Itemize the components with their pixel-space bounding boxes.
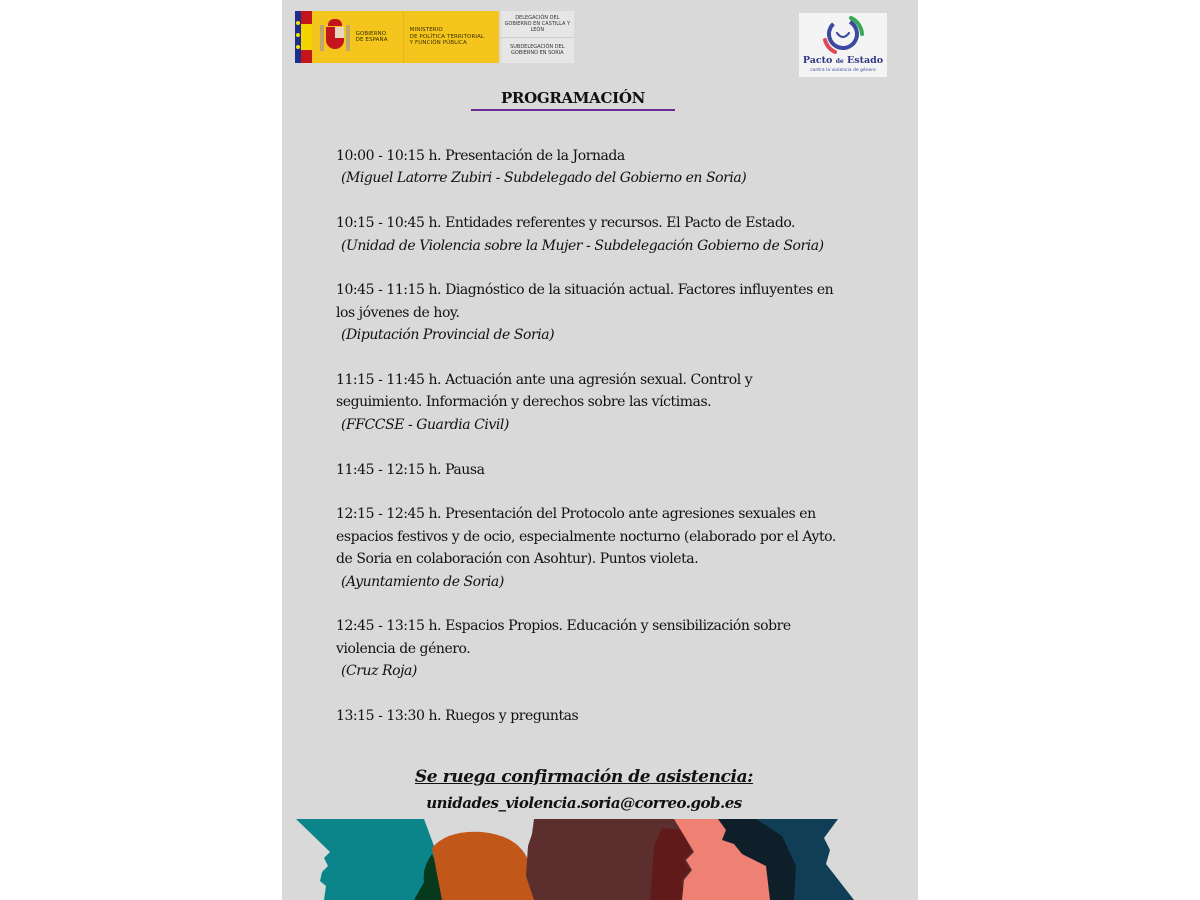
agenda-speaker: (FFCCSE - Guardia Civil) (341, 416, 509, 433)
pacto-smile-icon (799, 13, 887, 57)
flyer-page (282, 0, 918, 900)
eu-flag-stripe (295, 11, 301, 63)
agenda-speaker: (Ayuntamiento de Soria) (341, 573, 504, 590)
gobierno-text: GOBIERNO DE ESPAÑA (355, 30, 388, 43)
agenda-title: Presentación del Protocolo ante agresiones sexuales en espacios festivos y de ocio, especialmente nocturno (elaborado por el Ayto. de Soria en colaboración con Asohtur). Puntos violeta. (336, 506, 836, 568)
agenda-title: Espacios Propios. Educación y sensibilización sobre violencia de género. (336, 618, 791, 657)
agenda-speaker: (Miguel Latorre Zubiri - Subdelegado del Gobierno en Soria) (341, 170, 747, 187)
agenda-item (336, 503, 836, 593)
delegation-box (501, 11, 574, 63)
contact-email-link[interactable]: unidades_violencia.soria@correo.gob.es (426, 794, 742, 812)
silhouettes-illustration (282, 816, 918, 900)
pacto-title: Pacto de Estado (802, 55, 884, 66)
agenda-time: 10:15 - 10:45 h. (336, 215, 442, 232)
pacto-de-estado-logo (799, 13, 887, 77)
agenda-title: Diagnóstico de la situación actual. Factores influyentes en los jóvenes de hoy. (336, 282, 834, 321)
agenda-item (336, 615, 836, 682)
agenda-item (336, 705, 836, 727)
agenda-title: Pausa (445, 461, 485, 478)
agenda-item (336, 459, 836, 481)
agenda-speaker: (Unidad de Violencia sobre la Mujer - Subdelegación Gobierno de Soria) (341, 237, 824, 254)
page-title: PROGRAMACIÓN (500, 89, 646, 107)
agenda-title: Presentación de la Jornada (445, 148, 625, 164)
spain-flag-stripe (301, 11, 312, 63)
agenda-time: 11:45 - 12:15 h. (336, 461, 442, 478)
delegation-text: DELEGACIÓN DEL GOBIERNO EN CASTILLA Y LEÓN (504, 14, 571, 33)
agenda-item (336, 369, 836, 436)
agenda-title: Entidades referentes y recursos. El Pacto de Estado. (445, 215, 796, 232)
agenda-time: 12:15 - 12:45 h. (336, 506, 442, 523)
agenda-time: 12:45 - 13:15 h. (336, 618, 442, 635)
agenda-time: 11:15 - 11:45 h. (336, 372, 442, 389)
agenda-item (336, 145, 836, 190)
pacto-subtitle: contra la violencia de género (810, 68, 876, 73)
gobierno-de-espana-logo (295, 11, 574, 63)
coat-of-arms-icon (320, 19, 350, 55)
agenda-title: Actuación ante una agresión sexual. Control y seguimiento. Información y derechos sobre las víctimas. (336, 372, 753, 411)
agenda-speaker: (Cruz Roja) (341, 663, 417, 680)
title-underline (471, 109, 675, 111)
ministry-text: MINISTERIO DE POLÍTICA TERRITORIAL Y FUNCIÓN PÚBLICA (409, 27, 485, 47)
agenda-time: 10:45 - 11:15 h. (336, 282, 442, 299)
agenda-time: 13:15 - 13:30 h. (336, 708, 442, 725)
subdelegation-text: SUBDELEGACIÓN DEL GOBIERNO EN SORIA (501, 37, 574, 64)
agenda-list (336, 145, 836, 750)
agenda-speaker: (Diputación Provincial de Soria) (341, 327, 555, 344)
agenda-title: Ruegos y preguntas (445, 708, 579, 725)
confirmation-label: Se ruega confirmación de asistencia: (414, 767, 754, 787)
agenda-item (336, 279, 836, 346)
agenda-item (336, 212, 836, 257)
agenda-time: 10:00 - 10:15 h. (336, 148, 442, 164)
